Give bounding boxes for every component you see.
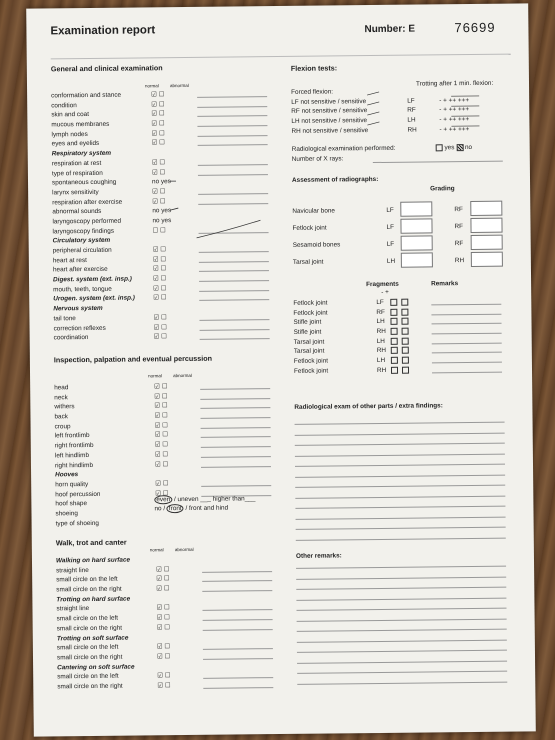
gen-row-mark: ☐ ☐: [152, 226, 166, 234]
fragment-leg: RH: [376, 327, 386, 336]
gen-row-mark: ☑ ☐: [153, 323, 167, 331]
fragments-heading: Fragments: [366, 280, 399, 289]
gen-row-mark: ☑ ☐: [153, 314, 167, 322]
gen-row-mark: no yes: [151, 178, 171, 186]
gen-row-mark: no yes: [152, 207, 172, 215]
fragment-label: Fetlock joint: [293, 357, 329, 365]
fragment-label: Fetlock joint: [293, 367, 329, 375]
gen-row-mark: no yes: [152, 217, 172, 225]
inspection-normal-header: normal: [148, 373, 162, 379]
insp-row-label: neck: [54, 393, 68, 402]
flexion-row-label: Forced flexion:: [291, 88, 334, 96]
trotting-heading: Trotting after 1 min. flexion:: [415, 79, 494, 88]
insp-row-label: Hooves: [55, 471, 79, 479]
gen-row-label: abnormal sounds: [52, 208, 102, 216]
walk-row-label: small circle on the left: [56, 643, 119, 652]
gen-row-label: Circulatory system: [52, 237, 111, 245]
gen-row-mark: ☑ ☐: [151, 91, 165, 99]
walk-row-label: small circle on the right: [56, 624, 123, 633]
grading-heading: Grading: [430, 185, 455, 193]
walk-row-label: small circle on the left: [56, 614, 119, 623]
insp-row-mark: ☑ ☐: [154, 421, 168, 430]
gen-row-mark: ☑ ☐: [151, 129, 165, 138]
walk-row-mark: ☑ ☐: [156, 614, 170, 622]
fragments-signs: - +: [381, 288, 389, 296]
insp-row-mark: ☑ ☐: [154, 383, 168, 391]
insp-row-mark: ☑ ☐: [155, 489, 169, 497]
gen-row-mark: ☑ ☐: [152, 265, 167, 273]
walk-abnormal-header: abnormal: [174, 546, 194, 553]
gen-row-mark: ☑ ☐: [152, 197, 166, 205]
gen-row-mark: ☑ ☐: [151, 110, 165, 118]
gen-row-label: larynx sensitivity: [52, 188, 99, 197]
flexion-row-leg: RH: [407, 126, 417, 134]
examination-report-sheet: [26, 3, 536, 736]
insp-row-label: hoof shape: [55, 500, 88, 508]
gen-row-label: mucous membranes: [51, 120, 110, 129]
flexion-row-label: LH not sensitive / sensitive: [291, 117, 368, 125]
walk-row-mark: ☑ ☐: [156, 623, 170, 632]
insp-row-label: back: [54, 413, 69, 421]
insp-row-label: left hindlimb: [54, 451, 90, 460]
gen-row-label: condition: [51, 101, 77, 110]
assessment-right-leg: RH: [454, 257, 465, 265]
gen-row-mark: ☑ ☐: [153, 333, 167, 341]
insp-row-label: left frontlimb: [54, 432, 90, 440]
gen-row-label: Respiratory system: [51, 149, 112, 158]
gen-row-label: mouth, teeth, tongue: [53, 285, 112, 294]
gen-row-label: laryngoscopy performed: [52, 217, 122, 226]
flexion-row-mark: - + ++ +++: [439, 116, 470, 124]
flexion-row-label: RF not sensitive / sensitive: [291, 107, 368, 116]
assessment-left-leg: LF: [386, 206, 394, 214]
gen-row-mark: ☑ ☐: [151, 120, 165, 128]
assessment-heading: Assessment of radiographs:: [291, 175, 379, 184]
fragment-leg: RH: [376, 366, 387, 374]
walk-row-label: straight line: [56, 566, 89, 575]
other-parts-heading: Radiological exam of other parts / extra findings:: [294, 402, 443, 411]
flexion-row-mark: - + ++ +++: [439, 96, 470, 105]
fragment-label: Stifle joint: [293, 318, 322, 327]
gen-row-label: skin and coat: [51, 111, 90, 119]
gen-row-label: Urogen. system (ext. insp.): [53, 294, 135, 303]
insp-row-mark: ☑ ☐: [154, 392, 168, 401]
insp-row-label: right frontlimb: [54, 442, 94, 450]
fragment-leg: LF: [376, 298, 384, 306]
flexion-row-leg: RF: [407, 106, 416, 115]
abnormal-header: abnormal: [169, 82, 189, 89]
walk-row-mark: ☑ ☐: [156, 653, 171, 661]
fragment-label: Fetlock joint: [293, 309, 328, 317]
flexion-row-mark: - + ++ +++: [439, 125, 470, 134]
insp-row-mark: ☑ ☐: [154, 441, 169, 449]
walk-row-label: small circle on the right: [56, 585, 122, 594]
gen-row-mark: ☑ ☐: [151, 168, 166, 176]
walk-row-label: Walking on hard surface: [55, 556, 131, 565]
walk-trot-canter-heading: Walk, trot and canter: [55, 537, 127, 548]
walk-row-mark: ☑ ☐: [157, 682, 171, 690]
insp-row-label: hoof percussion: [55, 490, 101, 498]
gen-row-mark: ☑ ☐: [151, 100, 165, 109]
gen-row-mark: ☑ ☐: [152, 255, 167, 264]
number-of-xrays-label: Number of X rays:: [291, 155, 344, 163]
flexion-row-label: RH not sensitive / sensitive: [291, 126, 369, 135]
insp-row-mark: ☑ ☐: [154, 412, 168, 420]
flexion-row-mark: - + ++ +++: [439, 106, 470, 114]
walk-row-label: Trotting on soft surface: [56, 634, 129, 642]
remarks-heading: Remarks: [431, 280, 459, 288]
inspection-heading: Inspection, palpation and eventual percussion: [53, 353, 213, 365]
gen-row-label: Nervous system: [53, 304, 103, 313]
gen-row-label: peripheral circulation: [52, 246, 112, 255]
gen-row-label: laryngoscopy findings: [52, 227, 115, 236]
gen-row-label: respiration after exercise: [52, 198, 123, 206]
walk-row-mark: ☑ ☐: [157, 672, 171, 680]
insp-row-label: type of shoeing: [55, 519, 99, 527]
assessment-label: Navicular bone: [292, 207, 336, 215]
walk-row-mark: ☑ ☐: [156, 565, 170, 574]
insp-row-label: croup: [54, 422, 71, 431]
fragment-leg: LH: [376, 357, 386, 365]
general-clinical-heading: General and clinical examination: [50, 63, 163, 74]
insp-row-mark: ☑ ☐: [154, 402, 168, 410]
report-title: Examination report: [50, 24, 156, 38]
walk-row-label: small circle on the right: [57, 682, 123, 691]
assessment-right-leg: RF: [454, 240, 464, 248]
gen-row-mark: ☑ ☐: [152, 188, 166, 196]
insp-row-label: horn quality: [55, 480, 89, 489]
walk-row-label: Trotting on hard surface: [56, 595, 131, 604]
gen-row-mark: ☑ ☐: [153, 294, 167, 302]
flexion-row-leg: LH: [407, 116, 416, 124]
fragment-leg: LH: [376, 318, 385, 326]
walk-row-mark: ☑ ☐: [156, 585, 170, 593]
gen-row-label: respiration at rest: [51, 159, 102, 168]
walk-normal-header: normal: [149, 547, 164, 553]
gen-row-label: correction reflexes: [53, 324, 106, 332]
insp-row-mark: ☑ ☐: [155, 480, 169, 488]
walk-row-mark: ☑ ☐: [156, 604, 170, 612]
gen-row-label: eyes and eyelids: [51, 140, 100, 148]
radiological-yes-no: yes no: [436, 143, 473, 153]
flexion-row-leg: LF: [407, 97, 415, 105]
walk-row-label: small circle on the left: [57, 672, 119, 681]
walk-row-mark: ☑ ☐: [156, 575, 170, 583]
gen-row-label: heart at rest: [52, 256, 87, 265]
flexion-heading: Flexion tests:: [290, 63, 338, 73]
gen-row-label: conformation and stance: [51, 91, 122, 100]
hoof-shape-options: even / uneven ___ higher than___: [154, 494, 255, 505]
gen-row-label: tail tone: [53, 314, 76, 323]
insp-row-label: withers: [54, 403, 75, 411]
inspection-abnormal-header: abnormal: [173, 372, 192, 379]
assessment-right-leg: RF: [454, 223, 464, 231]
walk-row-label: straight line: [56, 605, 90, 613]
assessment-label: Fetlock joint: [292, 224, 327, 232]
fragment-label: Tarsal joint: [293, 347, 325, 356]
handwriting-strokes: [26, 3, 536, 736]
insp-row-label: head: [54, 384, 69, 392]
number-label: Number: E: [364, 23, 416, 36]
radiological-performed-label: Radiological examination performed:: [291, 144, 396, 153]
gen-row-label: spontaneous coughing: [51, 178, 117, 187]
gen-row-label: coordination: [53, 334, 89, 342]
other-remarks-heading: Other remarks:: [295, 552, 342, 560]
gen-row-label: type of respiration: [51, 169, 103, 177]
insp-row-mark: ☑ ☐: [154, 431, 168, 439]
shoeing-options: no / front / front and hind: [154, 504, 229, 513]
gen-row-mark: ☑ ☐: [153, 275, 167, 283]
gen-row-mark: ☑ ☐: [151, 159, 166, 167]
fragment-label: Fetlock joint: [293, 299, 328, 307]
normal-header: normal: [144, 83, 159, 89]
gen-row-mark: ☑ ☐: [152, 246, 167, 254]
walk-row-label: Cantering on soft surface: [57, 663, 135, 671]
walk-row-mark: ☑ ☐: [156, 643, 171, 651]
walk-row-label: small circle on the left: [56, 576, 118, 584]
fragment-label: Stifle joint: [293, 328, 322, 336]
insp-row-mark: ☑ ☐: [154, 460, 169, 468]
gen-row-label: Digest. system (ext. insp.): [53, 275, 132, 284]
fragment-leg: RH: [376, 347, 387, 355]
fragment-leg: LH: [376, 337, 385, 345]
assessment-left-leg: LH: [386, 257, 396, 265]
assessment-left-leg: LF: [386, 223, 395, 231]
flexion-row-label: LF not sensitive / sensitive: [291, 97, 367, 106]
report-number: 76699: [454, 19, 496, 36]
gen-row-label: heart after exercise: [52, 266, 108, 274]
gen-row-mark: ☑ ☐: [151, 139, 165, 147]
fragment-label: Tarsal joint: [293, 338, 325, 346]
gen-row-label: lymph nodes: [51, 130, 88, 139]
walk-row-label: small circle on the right: [56, 653, 123, 662]
insp-row-mark: ☑ ☐: [154, 450, 169, 459]
fragment-leg: RF: [376, 308, 385, 316]
insp-row-label: right hindlimb: [54, 461, 94, 469]
assessment-right-leg: RF: [454, 206, 463, 214]
insp-row-label: shoeing: [55, 510, 78, 518]
assessment-label: Sesamoid bones: [292, 241, 341, 249]
assessment-label: Tarsal joint: [292, 258, 324, 266]
gen-row-mark: ☑ ☐: [153, 284, 167, 293]
assessment-left-leg: LF: [386, 240, 395, 248]
